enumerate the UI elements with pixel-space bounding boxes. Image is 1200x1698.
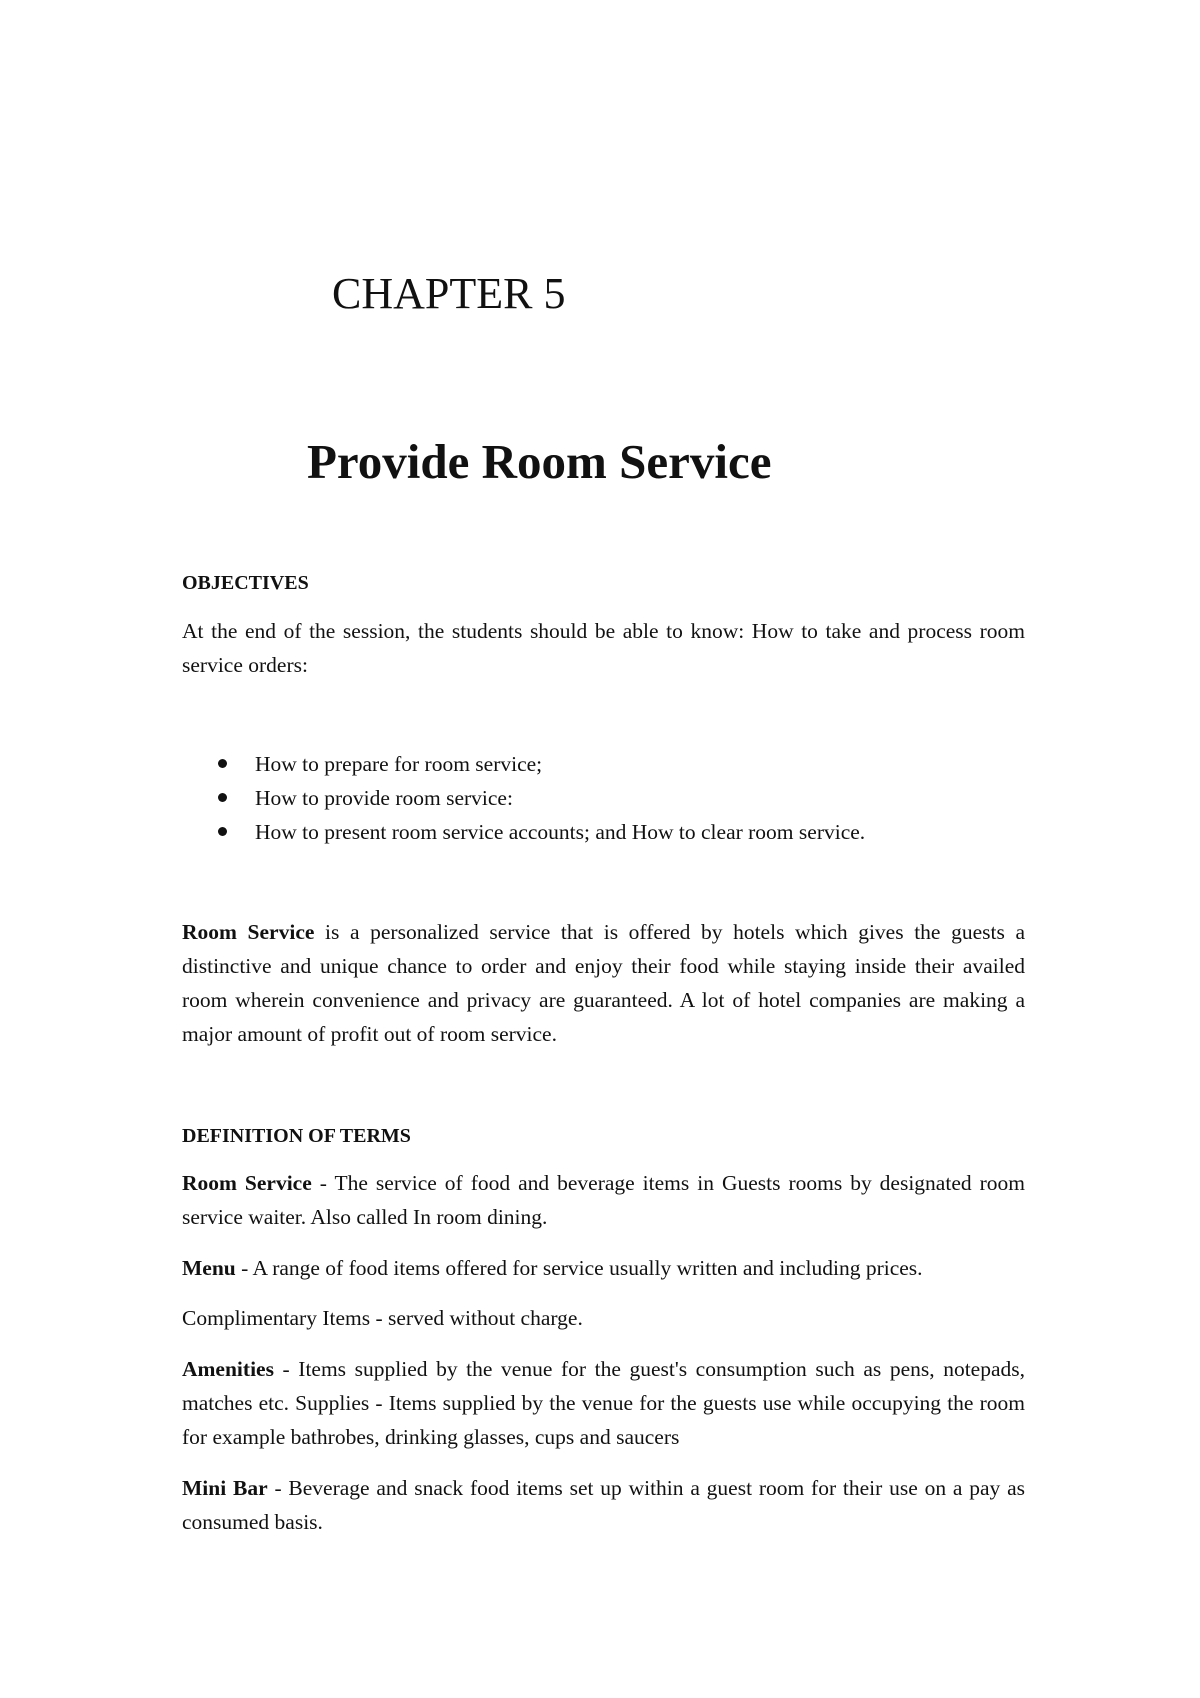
definition-menu (182, 1251, 923, 1285)
term-label: Room Service (182, 1171, 312, 1195)
paragraph-text: is a personalized service that is offered by hotels which gives the guests a distinctive and unique chance to order and enjoy their food while staying inside their availed room wherein convenience and privacy are guaranteed. A lot of hotel companies are making a major amount of profit out of room service. (182, 920, 1025, 1046)
definition-room-service (182, 1166, 1025, 1234)
list-item (182, 781, 865, 815)
list-item-text: How to provide room service: (255, 786, 513, 810)
list-item (182, 815, 865, 849)
definition-amenities (182, 1352, 1025, 1454)
page-title: Provide Room Service (307, 434, 772, 489)
definition-text: - Items supplied by the venue for the guest's consumption such as pens, notepads, matches etc. Supplies - Items supplied by the venue for the guests use while occupying the room for example bathrobes, drinking glasses, cups and saucers (182, 1357, 1025, 1449)
term-label: Menu (182, 1256, 236, 1280)
objectives-list (182, 747, 865, 849)
term-label: Amenities (182, 1357, 274, 1381)
definitions-heading: DEFINITION OF TERMS (182, 1125, 411, 1147)
bullet-icon (218, 759, 227, 768)
definition-text: Complimentary Items - served without charge. (182, 1306, 583, 1330)
definition-mini-bar (182, 1471, 1025, 1539)
objectives-heading: OBJECTIVES (182, 572, 309, 594)
chapter-number: CHAPTER 5 (332, 269, 566, 318)
definition-complimentary-items (182, 1301, 583, 1335)
list-item-text: How to present room service accounts; and How to clear room service. (255, 820, 866, 844)
term-label: Mini Bar (182, 1476, 268, 1500)
list-item (182, 747, 865, 781)
bullet-icon (218, 793, 227, 802)
objectives-intro: At the end of the session, the students should be able to know: How to take and process room service orders: (182, 619, 1025, 677)
definition-text: - Beverage and snack food items set up within a guest room for their use on a pay as consumed basis. (182, 1476, 1025, 1534)
definition-text: - The service of food and beverage items in Guests rooms by designated room service waiter. Also called In room dining. (182, 1171, 1025, 1229)
term-label: Room Service (182, 920, 315, 944)
bullet-icon (218, 827, 227, 836)
room-service-paragraph (182, 915, 1025, 1051)
definition-text: - A range of food items offered for service usually written and including prices. (235, 1256, 923, 1280)
list-item-text: How to prepare for room service; (255, 752, 543, 776)
